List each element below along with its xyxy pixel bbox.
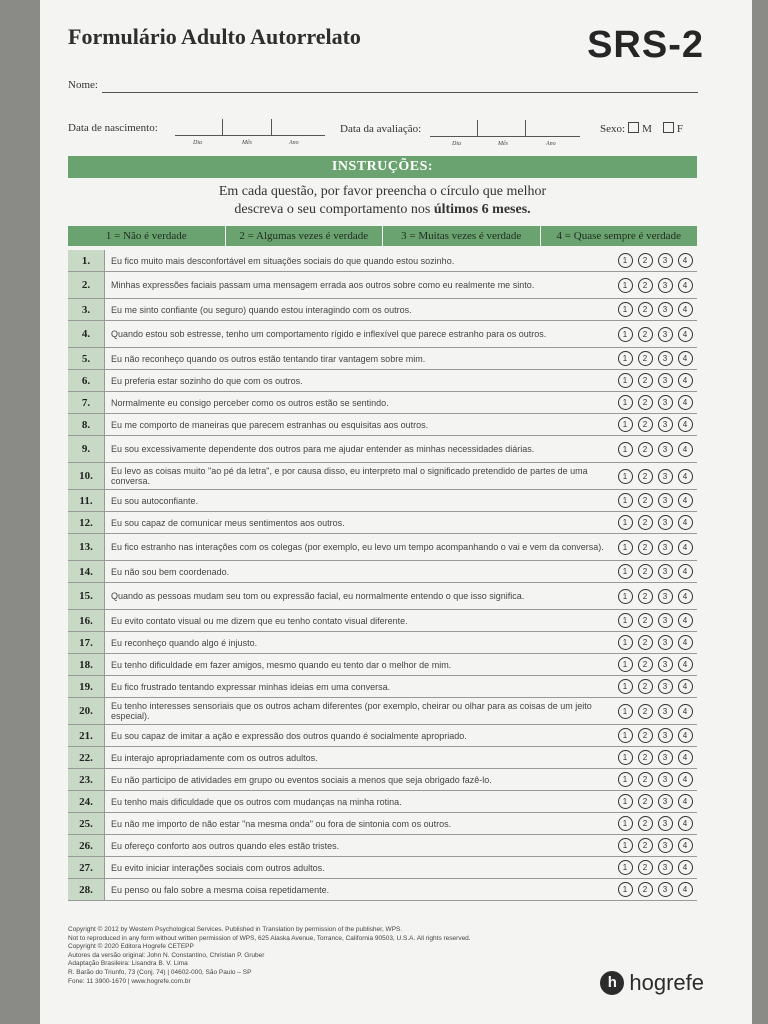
eval-date-divider	[477, 120, 478, 136]
answer-circle-4[interactable]: 4	[678, 704, 693, 719]
answer-circle-3[interactable]: 3	[658, 515, 673, 530]
answer-options	[613, 725, 697, 746]
question-text: Eu tenho dificuldade em fazer amigos, mesmo quando eu tento dar o melhor de mim.	[111, 659, 452, 670]
eval-date-label: Data da avaliação:	[340, 123, 422, 135]
answer-circle-3[interactable]: 3	[658, 493, 673, 508]
answer-circle-1[interactable]: 1	[618, 635, 633, 650]
answer-options	[613, 463, 697, 489]
question-number: 14.	[68, 561, 105, 582]
hogrefe-logo-text: hogrefe	[629, 970, 704, 995]
answer-circle-2[interactable]: 2	[638, 327, 653, 342]
question-number: 15.	[68, 583, 105, 609]
answer-circle-4[interactable]: 4	[678, 772, 693, 787]
answer-circle-4[interactable]: 4	[678, 417, 693, 432]
answer-options	[613, 747, 697, 768]
question-row	[68, 392, 697, 414]
answer-circle-3[interactable]: 3	[658, 253, 673, 268]
answer-circle-2[interactable]: 2	[638, 493, 653, 508]
answer-circle-2[interactable]: 2	[638, 750, 653, 765]
answer-circle-4[interactable]: 4	[678, 679, 693, 694]
question-row	[68, 813, 697, 835]
eval-month-caption: Mês	[498, 141, 508, 147]
answer-circle-3[interactable]: 3	[658, 657, 673, 672]
answer-circle-3[interactable]: 3	[658, 302, 673, 317]
answer-circle-1[interactable]: 1	[618, 728, 633, 743]
question-row	[68, 791, 697, 813]
answer-circle-1[interactable]: 1	[618, 540, 633, 555]
question-number: 20.	[68, 698, 105, 724]
question-number: 9.	[68, 436, 105, 462]
question-number: 11.	[68, 490, 105, 511]
instructions-line-1: Em cada questão, por favor preencha o círculo que melhor	[218, 184, 547, 199]
question-number: 1.	[68, 250, 105, 271]
question-number: 16.	[68, 610, 105, 631]
answer-options	[613, 392, 697, 413]
question-number: 7.	[68, 392, 105, 413]
question-number: 19.	[68, 676, 105, 697]
question-number: 27.	[68, 857, 105, 878]
question-number: 2.	[68, 272, 105, 298]
question-row	[68, 879, 697, 901]
question-text: Eu sou autoconfiante.	[111, 495, 199, 506]
question-row	[68, 272, 697, 299]
answer-options	[613, 813, 697, 834]
answer-options	[613, 490, 697, 511]
answer-circle-3[interactable]: 3	[658, 882, 673, 897]
legend-item: 4 = Quase sempre é verdade	[556, 230, 681, 242]
answer-circle-1[interactable]: 1	[618, 373, 633, 388]
answer-circle-2[interactable]: 2	[638, 613, 653, 628]
hogrefe-logo-icon: h	[600, 971, 624, 995]
instructions-text	[68, 183, 697, 219]
answer-circle-1[interactable]: 1	[618, 704, 633, 719]
answer-circle-4[interactable]: 4	[678, 613, 693, 628]
instructions-period: últimos 6 meses.	[433, 202, 531, 217]
answer-circle-3[interactable]: 3	[658, 750, 673, 765]
answer-circle-3[interactable]: 3	[658, 442, 673, 457]
answer-circle-4[interactable]: 4	[678, 882, 693, 897]
question-number: 8.	[68, 414, 105, 435]
answer-circle-4[interactable]: 4	[678, 302, 693, 317]
answer-circle-3[interactable]: 3	[658, 373, 673, 388]
question-row	[68, 583, 697, 610]
question-row	[68, 321, 697, 348]
question-row	[68, 857, 697, 879]
answer-circle-4[interactable]: 4	[678, 493, 693, 508]
answer-options	[613, 698, 697, 724]
answer-options	[613, 610, 697, 631]
answer-options	[613, 272, 697, 298]
question-text: Eu tenho mais dificuldade que os outros com mudanças na minha rotina.	[111, 796, 402, 807]
question-row	[68, 299, 697, 321]
question-text: Eu levo as coisas muito "ao pé da letra", e por causa disso, eu interpreto mal o significado pretendido de partes de uma conversa.	[111, 466, 588, 486]
answer-circle-4[interactable]: 4	[678, 794, 693, 809]
name-field[interactable]	[102, 92, 698, 93]
answer-circle-1[interactable]: 1	[618, 351, 633, 366]
question-text: Minhas expressões faciais passam uma mensagem errada aos outros sobre como eu realmente me sinto.	[111, 280, 535, 290]
answer-options	[613, 654, 697, 675]
answer-options	[613, 769, 697, 790]
answer-circle-1[interactable]: 1	[618, 679, 633, 694]
answer-circle-3[interactable]: 3	[658, 327, 673, 342]
answer-circle-2[interactable]: 2	[638, 882, 653, 897]
answer-circle-2[interactable]: 2	[638, 395, 653, 410]
answer-circle-2[interactable]: 2	[638, 564, 653, 579]
answer-options	[613, 299, 697, 320]
answer-circle-1[interactable]: 1	[618, 860, 633, 875]
question-row	[68, 463, 697, 490]
answer-options	[613, 250, 697, 271]
question-text: Eu tenho interesses sensoriais que os outros acham diferentes (por exemplo, cheirar ou olhar para as coisas de um jeito especial).	[111, 701, 592, 721]
answer-circle-1[interactable]: 1	[618, 816, 633, 831]
question-text: Eu me sinto confiante (ou seguro) quando estou interagindo com os outros.	[111, 304, 412, 315]
question-number: 5.	[68, 348, 105, 369]
question-text: Eu fico muito mais desconfortável em situações sociais do que quando estou sozinho.	[111, 255, 455, 266]
question-number: 12.	[68, 512, 105, 533]
sex-f-checkbox[interactable]	[663, 122, 674, 133]
answer-circle-1[interactable]: 1	[618, 253, 633, 268]
answer-circle-1[interactable]: 1	[618, 882, 633, 897]
question-text: Eu não participo de atividades em grupo ou eventos sociais a menos que seja obrigado fazê-lo.	[111, 774, 492, 785]
answer-circle-4[interactable]: 4	[678, 469, 693, 484]
question-text: Eu sou excessivamente dependente dos outros para me ajudar entender as minhas necessidades diárias.	[111, 444, 535, 454]
hogrefe-logo	[600, 970, 704, 996]
question-number: 28.	[68, 879, 105, 900]
answer-circle-1[interactable]: 1	[618, 564, 633, 579]
answer-options	[613, 676, 697, 697]
birth-year-caption: Ano	[289, 140, 299, 146]
answer-circle-2[interactable]: 2	[638, 704, 653, 719]
answer-circle-2[interactable]: 2	[638, 417, 653, 432]
question-number: 17.	[68, 632, 105, 653]
answer-circle-1[interactable]: 1	[618, 838, 633, 853]
answer-circle-3[interactable]: 3	[658, 860, 673, 875]
birth-date-field[interactable]	[175, 135, 325, 136]
form-code: SRS-2	[587, 24, 704, 66]
question-row	[68, 436, 697, 463]
answer-circle-1[interactable]: 1	[618, 794, 633, 809]
footer-line: Copyright © 2012 by Western Psychological Services. Published in Translation by permission of the publisher, WPS.	[68, 926, 403, 933]
form-sheet	[40, 0, 752, 1024]
answer-circle-1[interactable]: 1	[618, 302, 633, 317]
legend-item: 1 = Não é verdade	[68, 226, 226, 246]
answer-circle-2[interactable]: 2	[638, 728, 653, 743]
answer-circle-4[interactable]: 4	[678, 515, 693, 530]
question-number: 25.	[68, 813, 105, 834]
answer-circle-1[interactable]: 1	[618, 613, 633, 628]
eval-date-divider	[525, 120, 526, 136]
answer-options	[613, 534, 697, 560]
instructions-line-2	[68, 201, 697, 219]
answer-circle-4[interactable]: 4	[678, 816, 693, 831]
question-number: 24.	[68, 791, 105, 812]
question-text: Eu evito contato visual ou me dizem que eu tenho contato visual diferente.	[111, 615, 408, 626]
question-row	[68, 250, 697, 272]
answer-options	[613, 632, 697, 653]
answer-options	[613, 583, 697, 609]
answer-circle-1[interactable]: 1	[618, 750, 633, 765]
question-text: Eu não reconheço quando os outros estão tentando tirar vantagem sobre mim.	[111, 353, 426, 364]
answer-circle-1[interactable]: 1	[618, 278, 633, 293]
question-text: Eu fico frustrado tentando expressar minhas ideias em uma conversa.	[111, 681, 391, 692]
instructions-line-2-text: descreva o seu comportamento nos	[234, 202, 431, 217]
copyright-footer	[68, 926, 628, 986]
question-number: 18.	[68, 654, 105, 675]
question-number: 3.	[68, 299, 105, 320]
answer-options	[613, 436, 697, 462]
eval-year-caption: Ano	[546, 141, 556, 147]
answer-circle-1[interactable]: 1	[618, 442, 633, 457]
question-row	[68, 676, 697, 698]
answer-options	[613, 835, 697, 856]
question-text: Quando as pessoas mudam seu tom ou expressão facial, eu normalmente entendo o que isso significa.	[111, 591, 525, 601]
birth-date-divider	[271, 119, 272, 135]
answer-circle-4[interactable]: 4	[678, 442, 693, 457]
answer-circle-1[interactable]: 1	[618, 589, 633, 604]
question-row	[68, 698, 697, 725]
answer-options	[613, 348, 697, 369]
answer-circle-2[interactable]: 2	[638, 589, 653, 604]
eval-day-caption: Dia	[452, 141, 461, 147]
question-number: 4.	[68, 321, 105, 347]
question-row	[68, 725, 697, 747]
answer-circle-3[interactable]: 3	[658, 589, 673, 604]
answer-options	[613, 321, 697, 347]
answer-circle-4[interactable]: 4	[678, 351, 693, 366]
answer-circle-2[interactable]: 2	[638, 373, 653, 388]
question-row	[68, 414, 697, 436]
answer-circle-1[interactable]: 1	[618, 493, 633, 508]
form-title: Formulário Adulto Autorrelato	[68, 24, 361, 49]
birth-date-label: Data de nascimento:	[68, 122, 158, 134]
answer-circle-2[interactable]: 2	[638, 679, 653, 694]
answer-circle-2[interactable]: 2	[638, 838, 653, 853]
question-row	[68, 654, 697, 676]
question-row	[68, 512, 697, 534]
question-row	[68, 370, 697, 392]
question-row	[68, 632, 697, 654]
question-text: Eu preferia estar sozinho do que com os outros.	[111, 375, 303, 386]
answer-circle-4[interactable]: 4	[678, 750, 693, 765]
name-label: Nome:	[68, 79, 98, 91]
question-number: 10.	[68, 463, 105, 489]
question-text: Eu interajo apropriadamente com os outros adultos.	[111, 752, 318, 763]
answer-circle-4[interactable]: 4	[678, 728, 693, 743]
answer-circle-3[interactable]: 3	[658, 395, 673, 410]
sex-m-label: M	[642, 123, 652, 135]
legend-item: 3 = Muitas vezes é verdade	[383, 226, 541, 246]
answer-options	[613, 857, 697, 878]
answer-circle-1[interactable]: 1	[618, 772, 633, 787]
question-number: 21.	[68, 725, 105, 746]
question-text: Quando estou sob estresse, tenho um comportamento rígido e inflexível que parece estranho para os outros.	[111, 329, 547, 339]
answer-circle-3[interactable]: 3	[658, 564, 673, 579]
answer-circle-1[interactable]: 1	[618, 657, 633, 672]
answer-circle-3[interactable]: 3	[658, 838, 673, 853]
answer-circle-3[interactable]: 3	[658, 417, 673, 432]
answer-circle-2[interactable]: 2	[638, 442, 653, 457]
answer-circle-2[interactable]: 2	[638, 278, 653, 293]
question-text: Normalmente eu consigo perceber como os outros estão se sentindo.	[111, 397, 389, 408]
question-text: Eu sou capaz de imitar a ação e expressão dos outros quando é socialmente apropriado.	[111, 730, 467, 741]
legend-item: 2 = Algumas vezes é verdade	[226, 226, 384, 246]
footer-line: Copyright © 2020 Editora Hogrefe CETEPP	[68, 943, 194, 951]
answer-circle-4[interactable]: 4	[678, 635, 693, 650]
birth-date-divider	[222, 119, 223, 135]
eval-date-field[interactable]	[430, 136, 580, 137]
answer-circle-3[interactable]: 3	[658, 679, 673, 694]
footer-line: R. Barão do Triunfo, 73 (Conj. 74) | 04602-000, São Paulo – SP	[68, 968, 252, 976]
birth-day-caption: Dia	[193, 140, 202, 146]
answer-circle-4[interactable]: 4	[678, 589, 693, 604]
question-table	[68, 250, 697, 901]
answer-circle-4[interactable]: 4	[678, 657, 693, 672]
question-row	[68, 561, 697, 583]
footer-line: Adaptação Brasileira: Lisandra B. V. Lima	[68, 960, 188, 968]
question-text: Eu penso ou falo sobre a mesma coisa repetidamente.	[111, 884, 330, 895]
question-number: 23.	[68, 769, 105, 790]
answer-options	[613, 370, 697, 391]
question-text: Eu reconheço quando algo é injusto.	[111, 637, 258, 648]
answer-circle-4[interactable]: 4	[678, 373, 693, 388]
answer-circle-3[interactable]: 3	[658, 469, 673, 484]
question-text: Eu me comporto de maneiras que parecem estranhas ou esquisitas aos outros.	[111, 419, 429, 430]
question-text: Eu não sou bem coordenado.	[111, 566, 230, 577]
answer-circle-4[interactable]: 4	[678, 860, 693, 875]
answer-circle-1[interactable]: 1	[618, 515, 633, 530]
answer-circle-2[interactable]: 2	[638, 253, 653, 268]
answer-circle-3[interactable]: 3	[658, 351, 673, 366]
question-row	[68, 747, 697, 769]
answer-circle-3[interactable]: 3	[658, 728, 673, 743]
answer-circle-1[interactable]: 1	[618, 395, 633, 410]
footer-line: Fone: 11 3900-1670 | www.hogrefe.com.br	[68, 977, 191, 985]
answer-circle-4[interactable]: 4	[678, 327, 693, 342]
answer-circle-2[interactable]: 2	[638, 515, 653, 530]
birth-month-caption: Mês	[242, 140, 252, 146]
answer-circle-4[interactable]: 4	[678, 278, 693, 293]
answer-options	[613, 879, 697, 900]
footer-line: Autores da versão original: John N. Constantino, Christian P. Gruber	[68, 951, 265, 959]
question-row	[68, 769, 697, 791]
question-number: 22.	[68, 747, 105, 768]
answer-circle-4[interactable]: 4	[678, 564, 693, 579]
answer-circle-3[interactable]: 3	[658, 794, 673, 809]
answer-circle-4[interactable]: 4	[678, 395, 693, 410]
answer-circle-2[interactable]: 2	[638, 351, 653, 366]
answer-circle-2[interactable]: 2	[638, 794, 653, 809]
answer-circle-2[interactable]: 2	[638, 772, 653, 787]
question-number: 6.	[68, 370, 105, 391]
answer-circle-2[interactable]: 2	[638, 816, 653, 831]
question-row	[68, 534, 697, 561]
sex-label: Sexo:	[600, 123, 626, 135]
instructions-heading: INSTRUÇÕES:	[68, 156, 697, 178]
question-text: Eu ofereço conforto aos outros quando eles estão tristes.	[111, 840, 340, 851]
answer-circle-3[interactable]: 3	[658, 540, 673, 555]
answer-circle-3[interactable]: 3	[658, 816, 673, 831]
sex-group	[600, 122, 683, 135]
answer-circle-3[interactable]: 3	[658, 704, 673, 719]
question-row	[68, 348, 697, 370]
question-number: 26.	[68, 835, 105, 856]
question-text: Eu sou capaz de comunicar meus sentimentos aos outros.	[111, 517, 345, 528]
answer-options	[613, 414, 697, 435]
footer-line: Not to reproduced in any form without written permission of WPS, 625 Alaska Avenue, Torrance, California 90503, U.S.A. All rights reserved.	[68, 934, 471, 942]
question-row	[68, 610, 697, 632]
answer-circle-1[interactable]: 1	[618, 469, 633, 484]
question-text: Eu não me importo de não estar "na mesma onda" ou fora de sintonia com os outros.	[111, 818, 452, 829]
answer-circle-3[interactable]: 3	[658, 635, 673, 650]
answer-circle-2[interactable]: 2	[638, 635, 653, 650]
question-text: Eu evito iniciar interações sociais com outros adultos.	[111, 862, 325, 873]
answer-circle-1[interactable]: 1	[618, 327, 633, 342]
answer-circle-2[interactable]: 2	[638, 657, 653, 672]
answer-options	[613, 512, 697, 533]
answer-circle-2[interactable]: 2	[638, 860, 653, 875]
question-row	[68, 490, 697, 512]
answer-circle-3[interactable]: 3	[658, 613, 673, 628]
question-text: Eu fico estranho nas interações com os colegas (por exemplo, eu levo um tempo acompanhando o vai e vem da conversa).	[111, 542, 604, 552]
answer-options	[613, 791, 697, 812]
answer-circle-3[interactable]: 3	[658, 278, 673, 293]
answer-options	[613, 561, 697, 582]
question-number: 13.	[68, 534, 105, 560]
sex-m-checkbox[interactable]	[628, 122, 639, 133]
answer-circle-2[interactable]: 2	[638, 540, 653, 555]
answer-circle-4[interactable]: 4	[678, 540, 693, 555]
answer-circle-1[interactable]: 1	[618, 417, 633, 432]
question-row	[68, 835, 697, 857]
rating-legend	[68, 226, 697, 246]
answer-circle-2[interactable]: 2	[638, 302, 653, 317]
answer-circle-4[interactable]: 4	[678, 253, 693, 268]
answer-circle-3[interactable]: 3	[658, 772, 673, 787]
sex-f-label: F	[676, 123, 683, 135]
answer-circle-2[interactable]: 2	[638, 469, 653, 484]
answer-circle-4[interactable]: 4	[678, 838, 693, 853]
